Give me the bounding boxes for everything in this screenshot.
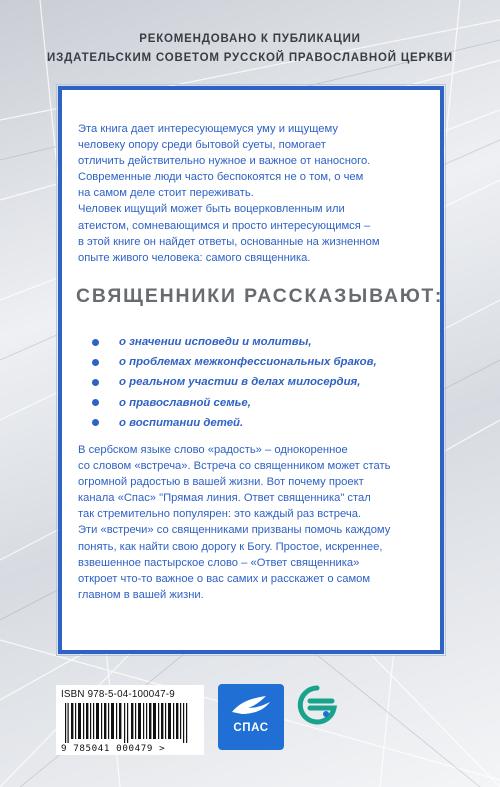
outro-line: так стремительно популярен: это каждый раз встреча. [78, 508, 362, 521]
topic-text: о реальном участии в делах милосердия, [119, 376, 361, 389]
outro-line: огромной радостью в вашей жизни. Вот почему проект [78, 476, 364, 489]
outro-line: понять, как найти свою дорогу к Богу. Простое, искреннее, [78, 540, 383, 553]
topic-list [92, 332, 432, 433]
outro-line: главном в вашей жизни. [78, 588, 204, 601]
isbn-barcode-block [56, 685, 204, 755]
outro-line: взвешенное пастырское слово – «Ответ священника» [78, 556, 360, 569]
intro-line: атеистом, сомневающимся и просто интересующимся – [78, 219, 371, 232]
topic-text: о значении исповеди и молитвы, [119, 336, 312, 348]
bullet-icon [92, 339, 99, 346]
intro-paragraph [78, 121, 430, 266]
section-heading: СВЯЩЕННИКИ РАССКАЗЫВАЮТ: [76, 285, 444, 307]
outro-line: канала «Спас» "Прямая линия. Ответ священника" стал [78, 492, 371, 505]
dove-icon [218, 684, 284, 724]
topic-item [92, 413, 432, 433]
description-panel [58, 86, 444, 654]
isbn-label: ISBN 978-5-04-100047-9 [61, 689, 175, 700]
bullet-icon [92, 379, 99, 386]
intro-line: на самом деле стоит переживать. [78, 187, 254, 200]
barcode-icon [61, 703, 199, 743]
topic-text: о проблемах межконфессиональных браков, [119, 356, 377, 369]
spas-channel-logo [218, 684, 284, 750]
intro-line: Человек ищущий может быть воцерковленным или [78, 203, 345, 216]
topic-item [92, 352, 432, 372]
barcode-digits: 9 785041 000479 > [61, 743, 166, 754]
topic-text: о воспитании детей. [119, 416, 244, 429]
outro-line: В сербском языке слово «радость» – однокоренное [78, 444, 348, 456]
bullet-icon [92, 419, 99, 426]
outro-line: со словом «встреча». Встреча со священником может стать [78, 460, 391, 473]
spas-label: СПАС [233, 722, 269, 734]
intro-line: Эта книга дает интересующемуся уму и ищущему [78, 123, 338, 135]
intro-line: в этой книге он найдет ответы, основанные на жизненном [78, 235, 380, 248]
recommendation-banner [0, 30, 500, 68]
outro-line: откроет что-то важное о вас самих и расскажет о самом [78, 572, 371, 585]
outro-paragraph [78, 442, 430, 603]
topic-item [92, 372, 432, 392]
topic-item [92, 393, 432, 413]
banner-line-1: РЕКОМЕНДОВАНО К ПУБЛИКАЦИИ [139, 33, 361, 45]
eksmo-publisher-logo-icon [296, 684, 338, 726]
intro-line: Современные люди часто беспокоятся не о том, о чем [78, 171, 364, 184]
topic-item [92, 332, 432, 352]
intro-line: опыте живого человека: самого священника. [78, 251, 311, 264]
intro-line: человеку опору среди бытовой суеты, помогает [78, 139, 326, 152]
intro-line: отличить действительно нужное и важное от наносного. [78, 155, 371, 168]
outro-line: Эти «встречи» со священниками призваны помочь каждому [78, 524, 391, 537]
bullet-icon [92, 399, 99, 406]
topic-text: о православной семье, [119, 396, 251, 409]
bullet-icon [92, 359, 99, 366]
banner-line-2: ИЗДАТЕЛЬСКИМ СОВЕТОМ РУССКОЙ ПРАВОСЛАВНОЙ ЦЕРКВИ [47, 52, 453, 64]
